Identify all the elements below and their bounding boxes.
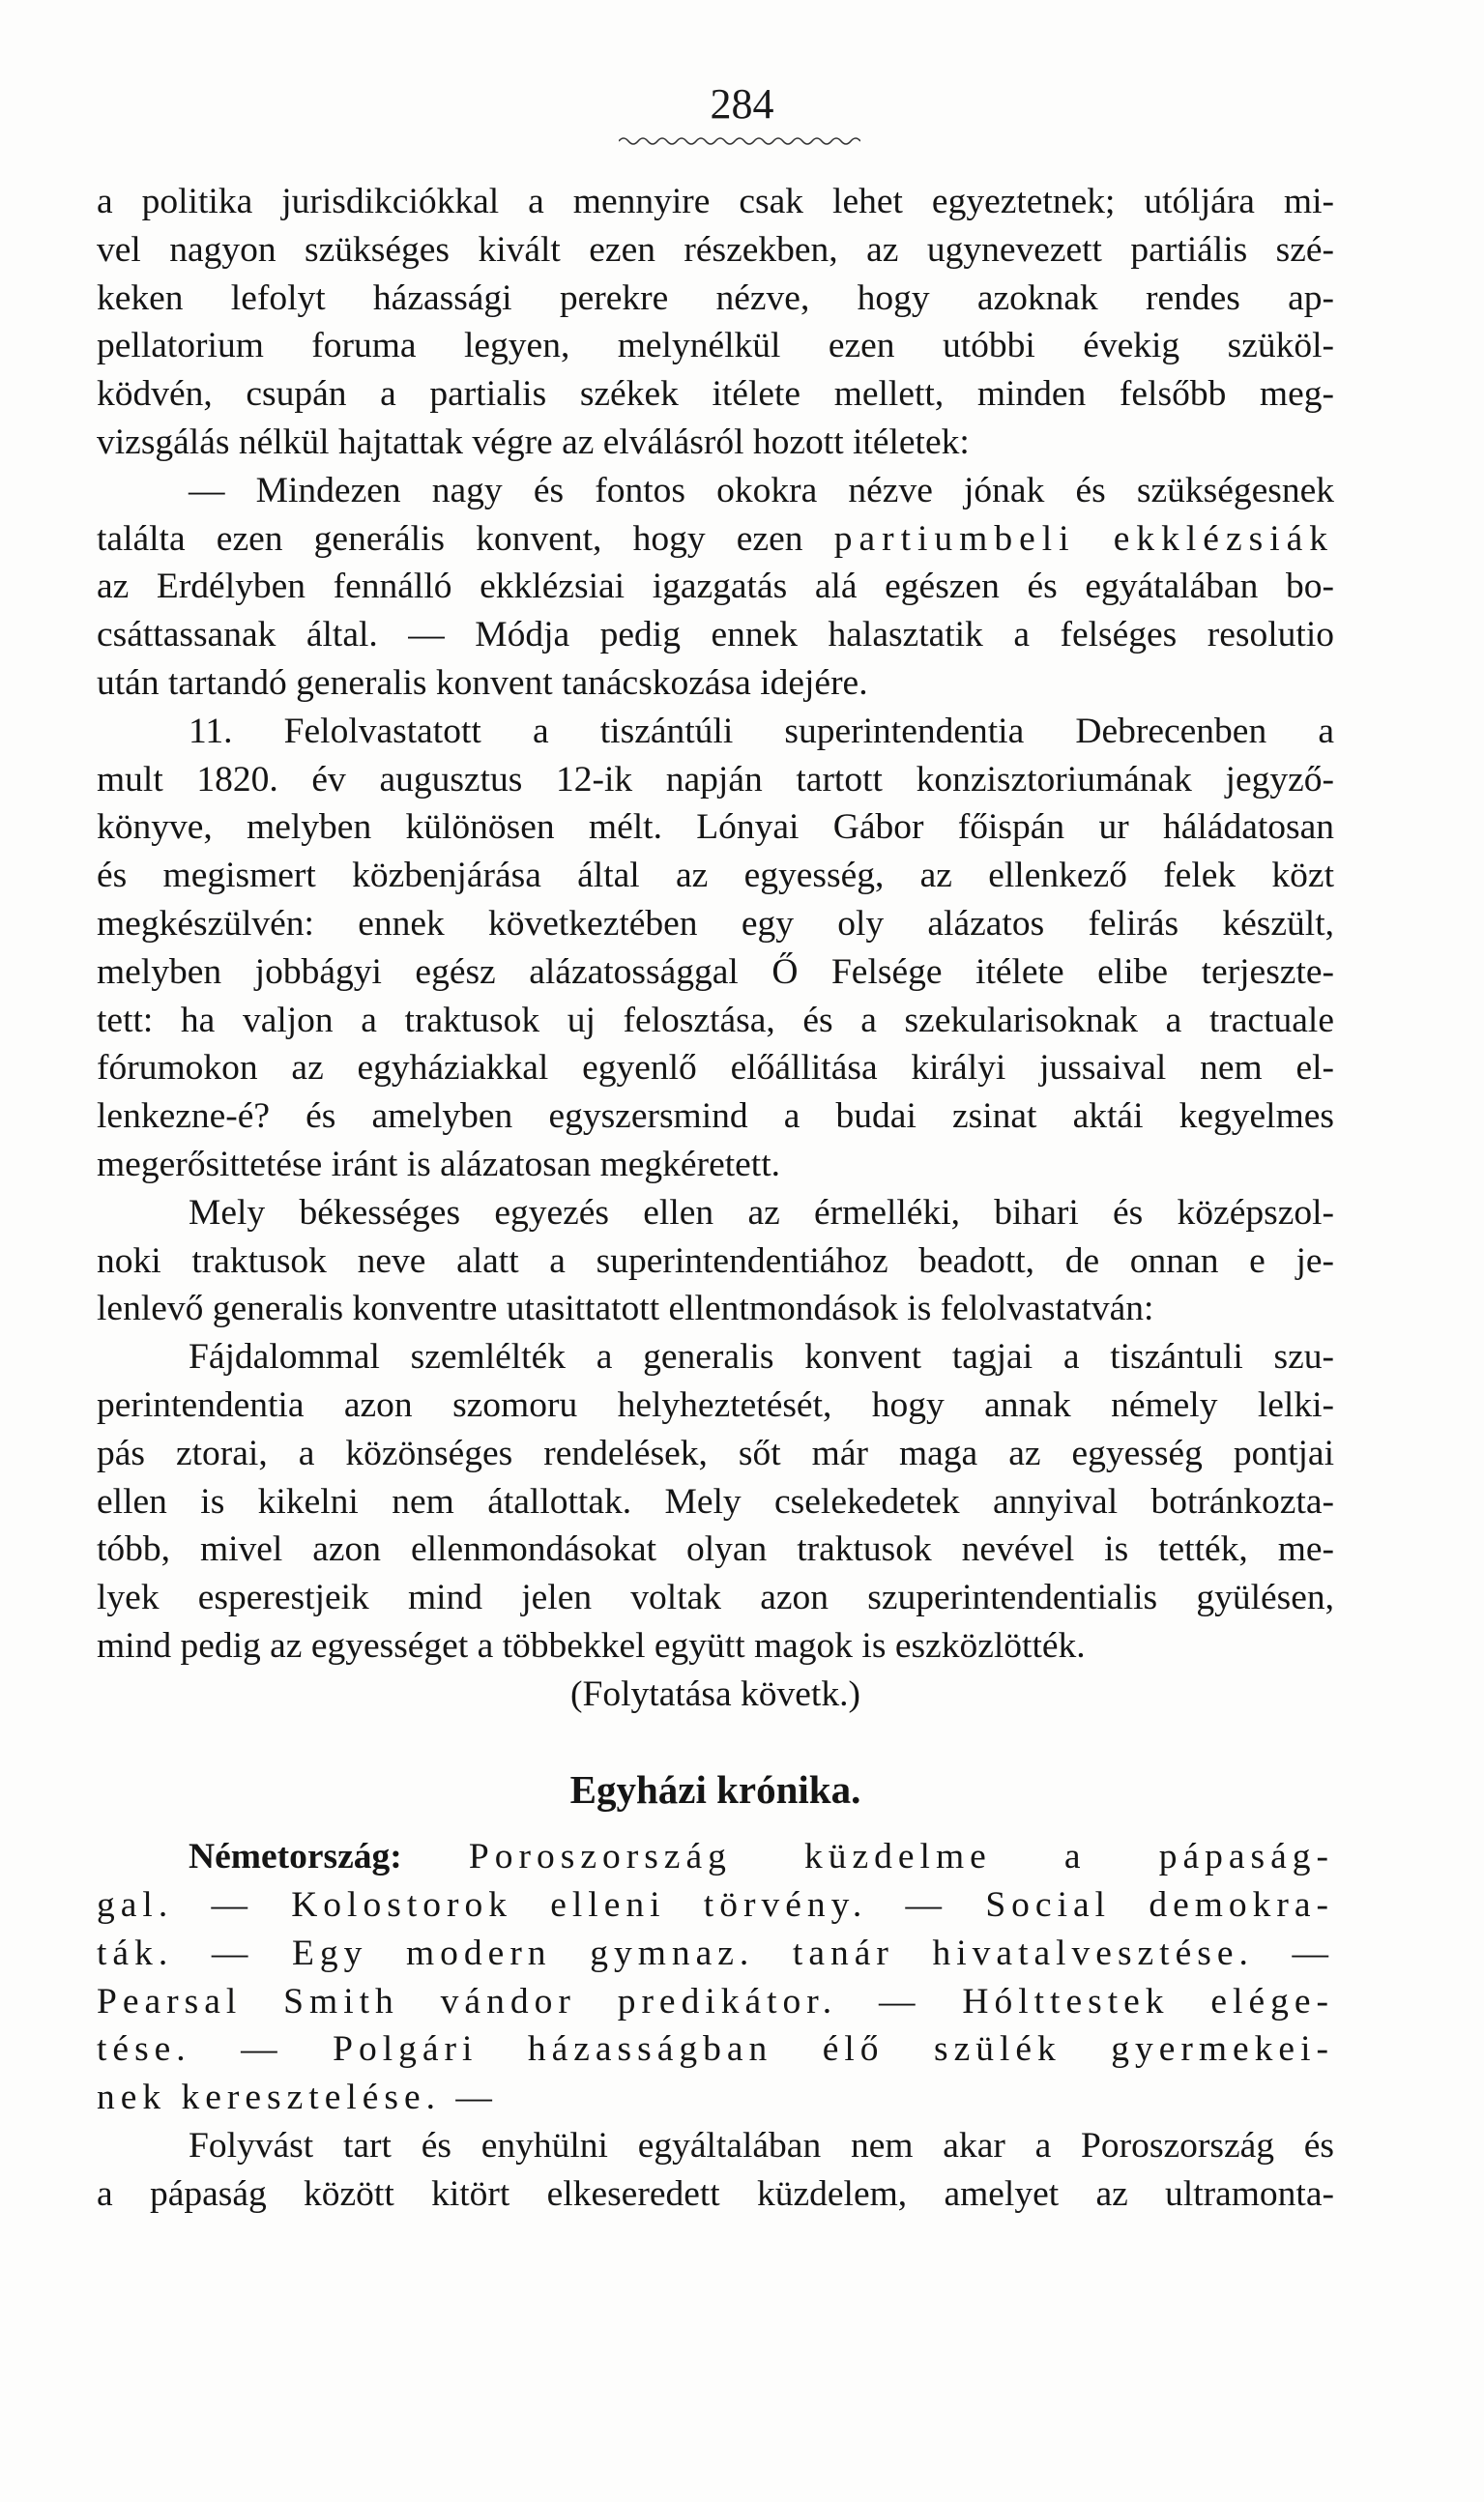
summary-line: Pearsal Smith vándor predikátor. — Hólttestek elége-: [97, 1981, 1334, 2022]
summary-line: nek keresztelése. —: [97, 2078, 498, 2118]
text-line: ködvén, csupán a partialis székek itélete mellett, minden felsőbb meg-: [97, 374, 1334, 415]
summary-span: Poroszország küzdelme a pápaság-: [468, 1837, 1335, 1877]
text-line: Mely békességes egyezés ellen az érmelléki, bihari és középszol-: [189, 1192, 1334, 1233]
text-line: megkészülvén: ennek következtében egy oly alázatos felirás készült,: [97, 903, 1334, 944]
text-line: vel nagyon szükséges kivált ezen részekben, az ugynevezett partiális szé-: [97, 229, 1334, 270]
text-line: a politika jurisdikciókkal a mennyire csak lehet egyeztetnek; utóljára mi-: [97, 182, 1334, 221]
text-line: tett: ha valjon a traktusok uj felosztása, és a szekularisoknak a tractuale: [97, 1000, 1334, 1040]
text-line: mind pedig az egyességet a többekkel együtt magok is eszközlötték.: [97, 1625, 1086, 1666]
text-line: noki traktusok neve alatt a superintendentiához beadott, de onnan e je-: [97, 1240, 1334, 1281]
text-line: a pápaság között kitört elkeseredett küzdelem, amelyet az ultramonta-: [97, 2173, 1334, 2214]
text-line: és megismert közbenjárása által az egyesség, az ellenkező felek közt: [97, 856, 1334, 896]
spaced-term: partiumbeli ekklézsiák: [833, 518, 1335, 559]
main-text: [97, 178, 1334, 2219]
text-line: vizsgálás nélkül hajtattak végre az elválásról hozott itéletek:: [97, 422, 970, 462]
text-span: találta ezen generális konvent, hogy ezen: [97, 518, 803, 559]
text-line: pás ztorai, a közönséges rendelések, sőt már maga az egyesség pontjai: [97, 1433, 1334, 1473]
summary-line: gal. — Kolostorok elleni törvény. — Social demokra-: [97, 1885, 1334, 1926]
text-line: mult 1820. év augusztus 12-ik napján tartott konzisztoriumának jegyző-: [97, 759, 1334, 800]
text-line: fórumokon az egyháziakkal egyenlő előállitása királyi jussaival nem el-: [97, 1048, 1334, 1089]
country-label: Németország:: [189, 1837, 402, 1877]
text-line: Fájdalommal szemlélték a generalis konvent tagjai a tiszántuli szu-: [189, 1337, 1334, 1378]
text-line: tóbb, mivel azon ellenmondásokat olyan traktusok nevével is tették, me-: [97, 1529, 1334, 1570]
text-line: ellen is kikelni nem átallottak. Mely cselekedetek annyival botránkozta-: [97, 1481, 1334, 1522]
text-line: — Mindezen nagy és fontos okokra nézve jónak és szükségesnek: [189, 470, 1334, 510]
text-line: után tartandó generalis konvent tanácskozása idejére.: [97, 662, 868, 703]
wavy-ornament: [619, 131, 860, 151]
text-line: [97, 515, 1334, 564]
section-heading: Egyházi krónika.: [569, 1766, 861, 1812]
text-line: könyve, melyben különösen mélt. Lónyai Gábor főispán ur háládatosan: [97, 807, 1334, 848]
text-line: megerősittetése iránt is alázatosan megkéretett.: [97, 1144, 780, 1184]
text-line: lenkezne-é? és amelyben egyszersmind a budai zsinat aktái kegyelmes: [97, 1096, 1334, 1137]
text-line: perintendentia azon szomoru helyheztetését, hogy annak némely lelki-: [97, 1384, 1334, 1425]
summary-line: ták. — Egy modern gymnaz. tanár hivatalvesztése. —: [97, 1933, 1334, 1973]
page-number: 284: [710, 80, 774, 128]
text-line: [97, 1833, 1334, 1881]
summary-line: tése. — Polgári házasságban élő szülék gyermekei-: [97, 2029, 1334, 2070]
text-line: lyek esperestjeik mind jelen voltak azon szuperintendentialis gyülésen,: [97, 1578, 1334, 1618]
text-line: Folyvást tart és enyhülni egyáltalában nem akar a Poroszország és: [189, 2126, 1334, 2167]
text-line: az Erdélyben fennálló ekklézsiai igazgatás alá egészen és egyátalában bo-: [97, 567, 1334, 607]
text-line: lenlevő generalis konventre utasittatott ellentmondások is felolvastatván:: [97, 1289, 1154, 1329]
text-line: pellatorium foruma legyen, melynélkül ezen utóbbi évekig szüköl-: [97, 326, 1334, 366]
text-line: 11. Felolvastatott a tiszántúli superintendentia Debrecenben a: [189, 711, 1334, 751]
continuation-note: (Folytatása követk.): [570, 1673, 860, 1714]
text-line: keken lefolyt házassági perekre nézve, hogy azoknak rendes ap-: [97, 277, 1334, 318]
text-line: csáttassanak által. — Módja pedig ennek halasztatik a felséges resolutio: [97, 615, 1334, 655]
text-line: melyben jobbágyi egész alázatossággal Ő Felsége itélete elibe terjeszte-: [97, 951, 1334, 992]
